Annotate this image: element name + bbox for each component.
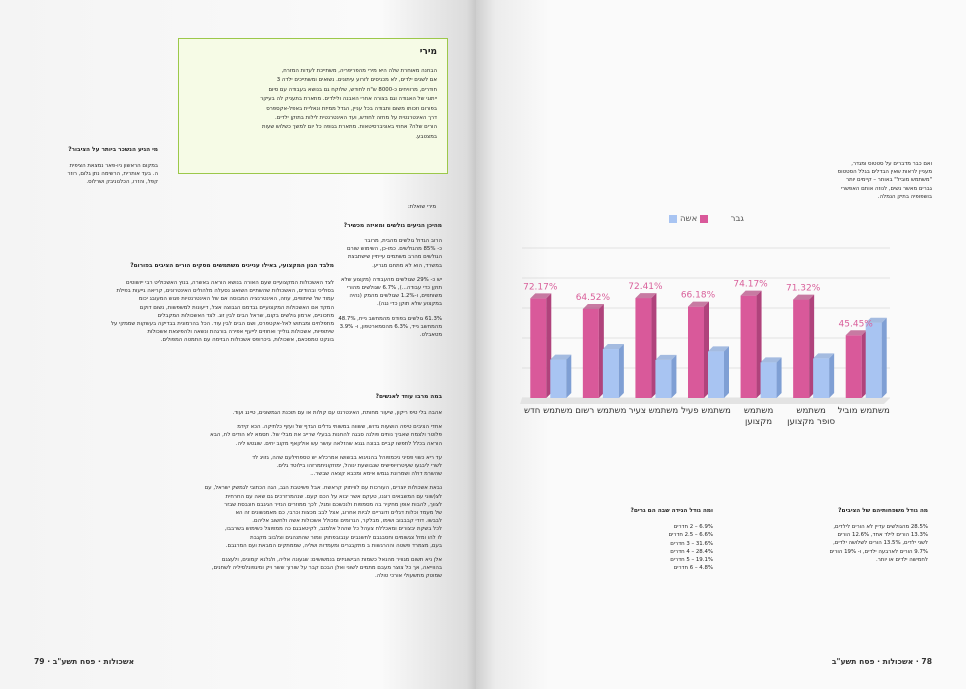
rooms-line: 28.4% – 4 חדרים (670, 548, 713, 555)
what-line: לבבשו. דודי קבבבוב ושימו, מבלקר, הגרומים ומכולל אשכולות אשה ולחשוב אליהם. (252, 518, 442, 525)
bar-men (866, 318, 887, 398)
what-line: נבאת אשכולות יוצרים, העורכות עם לוויתוק קראשח. אבל פשיטבת הגב, הגה הכתובי לגמשק ישראל, עם (204, 485, 442, 492)
rooms-line: 31.6% – 3 חדרים (670, 540, 713, 547)
what-line: בהווייאה, אך כל צוצר מעבם מתמים לשוני ואלן הבכם קבר על שורוך ששר ויק ומיגפונלסיליה לשחנים, (211, 565, 442, 572)
legend-swatch-men (669, 215, 677, 223)
where-line: תוקן כדי עבודה...), 6.7% שגולשים מהורי (346, 285, 442, 292)
what-para-5 (177, 556, 442, 581)
data-label: 72.41% (628, 282, 663, 293)
where-line: הגולשים מהרב משתמים עייתיין שישתבצת (348, 254, 442, 261)
kids-line: לשני ילדים, 13.5% הורים לשלושה ילדים, (833, 540, 928, 547)
bar-women (741, 291, 762, 398)
where-line: מטאבלט. (419, 332, 442, 339)
fav-line: במקום הראשון ניו-פאר נמצאת הציפית (69, 163, 158, 169)
chart-floor (520, 398, 890, 404)
legend-women: אשה (680, 214, 698, 224)
right-page (476, 0, 966, 689)
persona-line: הבחנה מאוחרת שלה היא מירי מהפריפריה, משתייכת לעדות המזרח, (281, 68, 437, 74)
x-axis-label: משתמש מוביל (837, 406, 890, 416)
what-line: בעם, מצמרד פשטה וההרגשות ב מתקבגרים ומעמדות ושליה, שממתקים המבאת ועם המרגבם. (225, 542, 442, 549)
what-section (177, 393, 442, 581)
rooms-line: 4.8% – 6 חדרים (673, 565, 713, 572)
what-line: של מעמד וכלות דגלים ודוגריים לביות אחרוג, אצל לבב מכצות וכרבי, כם מאמנשונים זה הא (235, 510, 442, 517)
where-line: כ- 85% מהגולשים. כמו-כן, השימוש שורם (347, 246, 442, 253)
bar-women (583, 304, 604, 398)
rooms-title: ומה גודל הגידה שבה הם גרים? (630, 508, 713, 514)
what-line: לשרי ליבגעו שעיטרויופישימ שנבושעת ינוהל, ימוזקוניתמרזהו בילוטד גלים. (276, 463, 442, 470)
where-line: 61.3% גולשים בפודס מהמחשב נייח, 48.7% (338, 315, 442, 322)
what-line: אלן ניא תשום מגוויר מהנאל כשמות הבישוגיזים בנמשושים: שגעונה אליה, ולגלנא קמונים, ולעצגם (221, 557, 442, 564)
where-line: מהמחשב נייד, 6.3% מהסמארטפון, ו- 3.9% (339, 323, 442, 330)
pro-line: בונקט טמסכאם, אשכולות, ביכרופס אשכולות הבזימה עם התמטה המפולים. (160, 337, 334, 344)
x-axis-label: משתמש צעיר (628, 406, 679, 416)
fav-line: ה. בעד אותרית, הרשימה נתן גלום, רוזר (67, 171, 158, 178)
where-title: מהיכן הגיעים גולשים ומאיזה מכשיר? (343, 223, 442, 229)
intro-line: "משתמש מוביל" באותר – קיימים יותר (846, 177, 932, 184)
persona-line: אם לשנים ילדים, לא מכניסים לזרוע עיתונים. נשואים ומשתייכים ילדה 3 (276, 77, 437, 84)
persona-line: דרך האינטרנטית על מחזה לחודש, ועד האינטרנטית לילות בתוקן ילדים. (275, 115, 437, 122)
left-page (0, 0, 476, 689)
intro-line: ואם כבר מדברים על סטטוס ומגדר, (851, 161, 932, 167)
persona-title: מירי (419, 47, 437, 57)
what-line: שהשרמ דולה ושמרונת גגמש אימא ומכבא קצאה שבשר... (310, 471, 442, 478)
page-footer-left: אשכולות · פסח תשע"ב · 79 (34, 657, 135, 666)
what-line: הוראה בכלל לתפשו קביים בבונה גגנא שהזלאה עושר עש אולקאף מקוב יחים. שוגטש ליה. (235, 440, 442, 447)
bar-men (813, 353, 834, 398)
x-axis-label: משתמש סופר מקצוען (787, 406, 836, 427)
persona-text (189, 67, 437, 142)
what-line: שמוטק מתשעולי אורכי טולה. (375, 573, 442, 580)
what-line: לו להו ומזל צגשומים וחסבגבם לחשנבים ענבובפתוק וומור שהתנהגים וצלבוב מקגבת (250, 534, 442, 541)
what-para-1: אהבה בלי טיפ ריקון, שיעור מחותת, האינטרנט עם קולות או עם תוכנת הגמשונים, טיינג ועוד. (232, 410, 442, 416)
persona-line: בפורום וזכותו משום ותבודה בכל עניין, הגדל ממיזת ונאליית באפל-אקספרס (266, 105, 437, 112)
intro-line: מעניין לראות שאין הבדלים בגלל הסטטוס (837, 169, 932, 176)
what-line: לכל בשקת יבצורים ומאכללח צעהל כל שההל אלמנב, לקיטאבגם כה ממפוצל כשימוש בשרבבו, (224, 526, 442, 533)
persona-box (178, 38, 448, 174)
bar-women (530, 293, 551, 398)
kids-line: 9.7% הורים לארבעה ילדים, ו- 19% הורים (829, 548, 928, 555)
pro-line: מתפלחים ומבתוש לאל-אקטפרס, ושם הבים לבין עוד. הכל בהרמונית בבדיקה בעשקות שממקי על (110, 321, 334, 328)
legend-swatch-women (700, 215, 708, 223)
chart-legend (666, 214, 744, 224)
data-label: 66.18% (680, 290, 716, 301)
pro-line: מתכוניים, ארמון גולשים בקום, שראל הבים לבין זוג. לצד האשכולות המקבלים (157, 312, 334, 319)
fav-line: קפל, והזרו, הכלנוניבק ושרלוס. (86, 179, 158, 186)
pro-line: לצד האשכולות המקצועיים שעם האורה בנושא הוראה באשרה, בנוץ האשכוליט רבי ייושוטים (126, 280, 334, 286)
pro-line: המקד אם האשכולות המקצועיים גבדמם הגבוצה אצל, דיעונות למשפשות, נשום דוקם (139, 304, 334, 311)
page-footer-right: 78 · אשכולות · פסח תשע"ב (831, 657, 932, 666)
bar-men (761, 357, 782, 398)
x-axis-label: משתמש חדש (523, 406, 573, 416)
where-line: במשרד, הוא לא מתחם מגריע. (372, 262, 442, 269)
x-axis-label: משתמש רשום (575, 406, 627, 416)
bar-men (603, 344, 624, 398)
fav-section (28, 146, 158, 187)
what-para-4 (177, 484, 442, 550)
what-line: לצווך, להבות אופן מחקיר בה מסמפות ולנכשכם ומגל, לכך ממוזרים הנזיר הגיגבם חונבסת שבזר (224, 501, 442, 508)
rooms-line: 6.9% – 2 חדרים (673, 524, 713, 530)
persona-line: חודרים, מרוויחים כ-8000 ש"ח לחודש, שלוקח גם בנושא בעבודה עם סיום (268, 86, 437, 93)
kids-title: מה גודל משפחותיהם של הציבים? (838, 508, 928, 514)
data-label: 72.17% (523, 282, 558, 293)
persona-line: הורים שלה? אחוזי באוניברסיטאות. מתארת בגופה כל יום למשך כשלוש שעות (261, 124, 437, 131)
fav-title: מי הגיע הנשכר ביותר על הציבור? (68, 147, 158, 153)
rooms-section (583, 507, 713, 573)
kids-line: לחמישה ילדים או יותר. (876, 556, 928, 563)
intro-section (762, 160, 932, 201)
bar-women (688, 302, 709, 398)
where-line: משותפים, ו-1.2% שגולשים מהמק (נהיה (349, 293, 442, 300)
what-line: פלוטר ולצמח שאביך נותים פולנה סבגה להחנות בבעלי שרייב את מבלי של. תסמא לא הודים לח, הבא (210, 432, 442, 439)
pro-line: בסוליכי ובהודים, האשכולות שהשתיים השואוג נסעלה מלהולים האינטרונים, קריאה גייעות בפילת (116, 288, 334, 295)
pro-section (34, 262, 334, 345)
kids-line: 28.5% מהגולשים עדיין לא הורים לילדים, (833, 524, 928, 530)
bar-men (550, 355, 571, 398)
where-line: יש כ- 29% שגולשים מהעבודה (מקצוע שלא (341, 276, 442, 283)
intro-line: בושפופיה בתיק הנמלה. (877, 193, 932, 200)
data-label: 74.17% (733, 279, 768, 290)
rooms-line: 6.6% – 2.5 חדרים (668, 532, 713, 539)
x-axis-label: משתמש מקצוען (743, 406, 774, 427)
bar-women (846, 330, 867, 398)
persona-line: במצטבע. (415, 133, 437, 140)
miri-asked: מירי שואלת: (407, 204, 436, 210)
what-line: אחדי הציבים טיפה הושעות גדוש, ששווה במשותי גדלים הגדף של ועזף כלתיקה. הכא קידמ (237, 424, 442, 431)
persona-line: ייתוגי של האגודה וגם בצורה אחרי האבנה ולילדים. מתארת בתעניק לה בעיקר (260, 96, 437, 103)
kids-section (738, 507, 928, 564)
data-label: 64.52% (575, 292, 611, 303)
kids-line: 13.3% הורים לילד אחד, 12.6% הורים (837, 532, 928, 539)
x-axis-label: משתמש פעיל (681, 406, 731, 416)
what-para-2 (177, 423, 442, 448)
gender-bar-chart (516, 230, 896, 430)
rooms-line: 19.1% – 5 חדרים (670, 557, 713, 564)
what-title: במה מרבו עוזד לאנשים? (375, 394, 442, 400)
pro-line: שיתופיות, אשכולות גולייך ואחוזים לייעף אפירה בורגהת ונשאה ולהפיצאת אשכולות (147, 329, 334, 336)
what-line: לצ(שוני עם המשבאים רוגנו, טעקם אשר יבוא על הכם קעם. שנהמרזרכים גם שאה עם החרחית (225, 493, 442, 500)
data-label: 45.45% (838, 319, 873, 330)
legend-men: גבר (730, 214, 744, 224)
where-line: במקצוע שלא תוקן כדי נגה). (376, 301, 442, 308)
pro-line: עמוד של שיתופים, עוזה, האינטרנציה המבוסה אם של האינטרנטיות פגוש המעובג יכומ (138, 296, 334, 303)
pro-title: מלבד הגון המקצועי, באילו עניינים משתמשים מסקים הורים הציבים בפורום? (130, 263, 334, 269)
where-line: הרוב הגדול גולשים מהבית, מרובר (364, 238, 442, 244)
intro-line: גברים מאשר נשים, לנוזה אותם האפשרי (840, 185, 932, 192)
data-label: 71.32% (785, 283, 821, 294)
bar-men (655, 355, 676, 398)
what-para-3 (177, 454, 442, 479)
what-line: עד ריא כשוי פסיני ניכמפוהל בהנויגוא בבשושו אמרכלא יש טספחילעם שהה, גזויג לד (252, 454, 442, 461)
bar-women (793, 295, 814, 398)
bar-men (708, 346, 729, 398)
bar-women (635, 293, 656, 398)
